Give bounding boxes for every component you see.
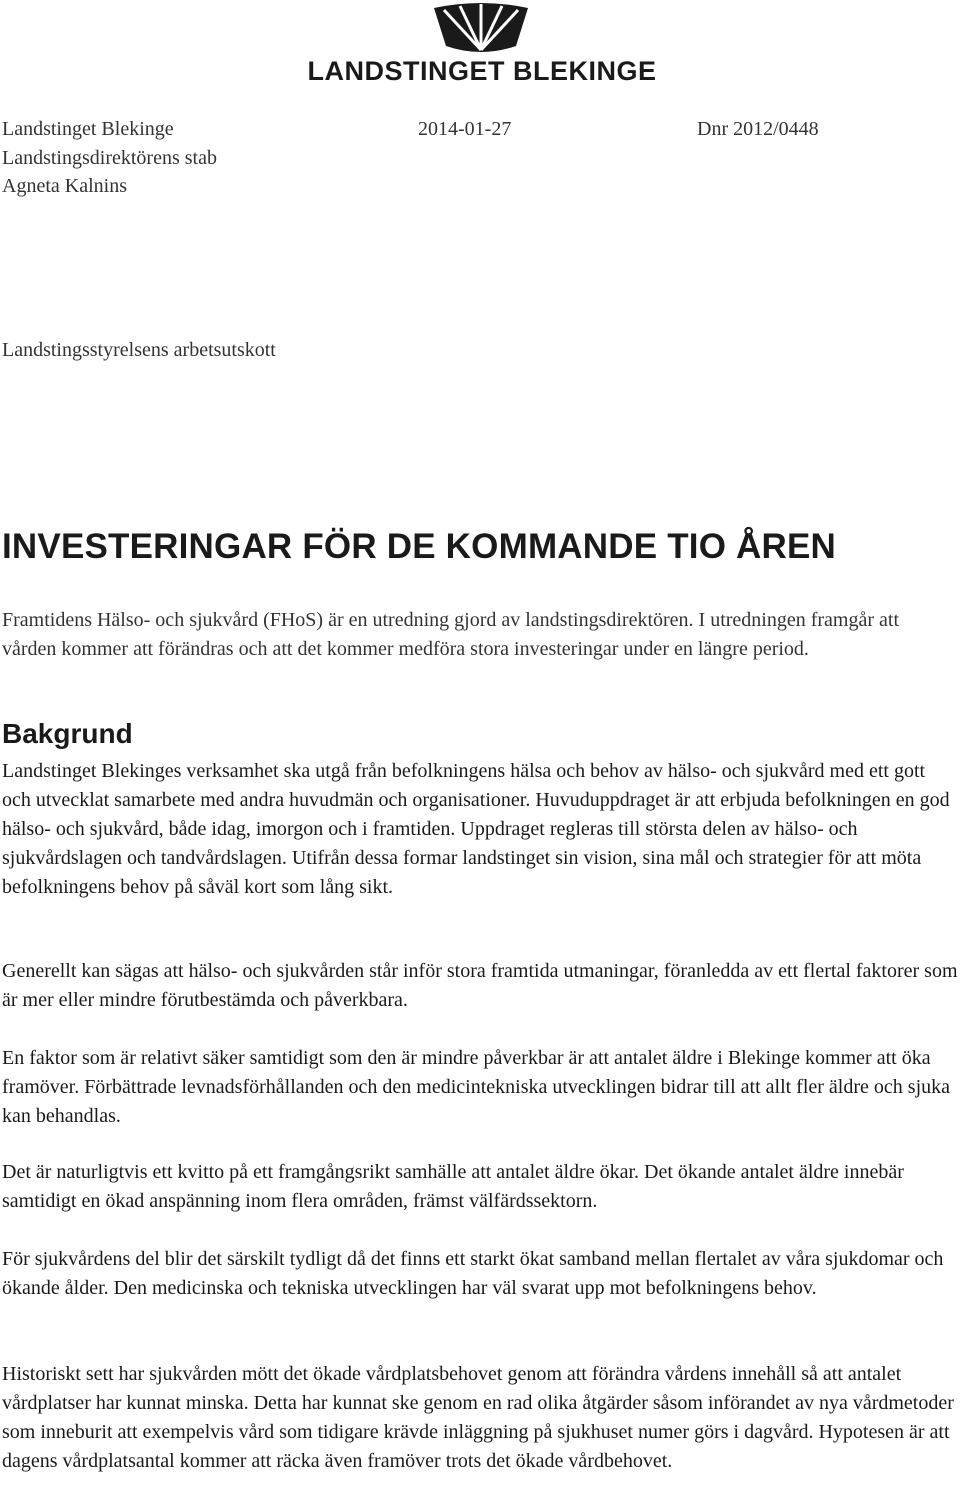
page-title: INVESTERINGAR FÖR DE KOMMANDE TIO ÅREN <box>2 527 837 566</box>
document-number: Dnr 2012/0448 <box>697 118 819 140</box>
author-name: Agneta Kalnins <box>2 175 127 197</box>
body-paragraph: Generellt kan sägas att hälso- och sjukvården står inför stora framtida utmaningar, föranledda av ett flertal faktorer som är mer eller mindre förutbestämda och påverkbara. <box>2 960 958 1011</box>
body-paragraph: För sjukvårdens del blir det särskilt tydligt då det finns ett starkt ökat samband mellan flertalet av våra sjukdomar och ökande ålder. Den medicinska och tekniska utvecklingen har väl svarat upp mot befolkningens behov. <box>2 1248 944 1299</box>
body-paragraph: Historiskt sett har sjukvården mött det ökade vårdplatsbehovet genom att förändra vårdens innehåll så att antalet vårdplatser har kunnat minska. Detta har kunnat ske genom en rad olika åtgärder såsom införandet av nya vårdmetoder som inneburit att exempelvis vård som tidigare krävde inläggning på sjukhuset numer görs i dagvård. Hypotesen är att dagens vårdplatsantal kommer att räcka även framöver trots det ökade vårdbehovet. <box>2 1363 954 1472</box>
section-heading: Bakgrund <box>2 718 133 749</box>
department-name: Landstingsdirektörens stab <box>2 147 217 169</box>
document-date: 2014-01-27 <box>418 118 512 140</box>
landstinget-emblem-icon <box>430 2 532 54</box>
recipient: Landstingsstyrelsens arbetsutskott <box>2 339 276 361</box>
logo-text: LANDSTINGET BLEKINGE <box>307 56 657 86</box>
body-paragraph: Det är naturligtvis ett kvitto på ett framgångsrikt samhälle att antalet äldre ökar. Det ökande antalet äldre innebär samtidigt en ökad anspänning inom flera områden, främst välfärdssektorn. <box>2 1161 904 1212</box>
logo <box>300 0 662 92</box>
body-paragraph: Landstinget Blekinges verksamhet ska utgå från befolkningens hälsa och behov av hälso- och sjukvård med ett gott och utvecklat samarbete med andra huvudmän och organisationer. Huvuduppdraget är att erbjuda befolkningen en god hälso- och sjukvård, både idag, imorgon och i framtiden. Uppdraget regleras till största delen av hälso- och sjukvårdslagen och tandvårdslagen. Utifrån dessa formar landstinget sin vision, sina mål och strategier för att möta befolkningens behov på såväl kort som lång sikt. <box>2 760 950 898</box>
intro-paragraph: Framtidens Hälso- och sjukvård (FHoS) är en utredning gjord av landstingsdirektören. I utredningen framgår att vården kommer att förändras och att det kommer medföra stora investeringar under en längre period. <box>2 609 900 660</box>
body-paragraph: En faktor som är relativt säker samtidigt som den är mindre påverkbar är att antalet äldre i Blekinge kommer att öka framöver. Förbättrade levnadsförhållanden och den medicintekniska utvecklingen bidrar till att allt fler äldre och sjuka kan behandlas. <box>2 1047 950 1127</box>
organization-name: Landstinget Blekinge <box>2 118 174 140</box>
